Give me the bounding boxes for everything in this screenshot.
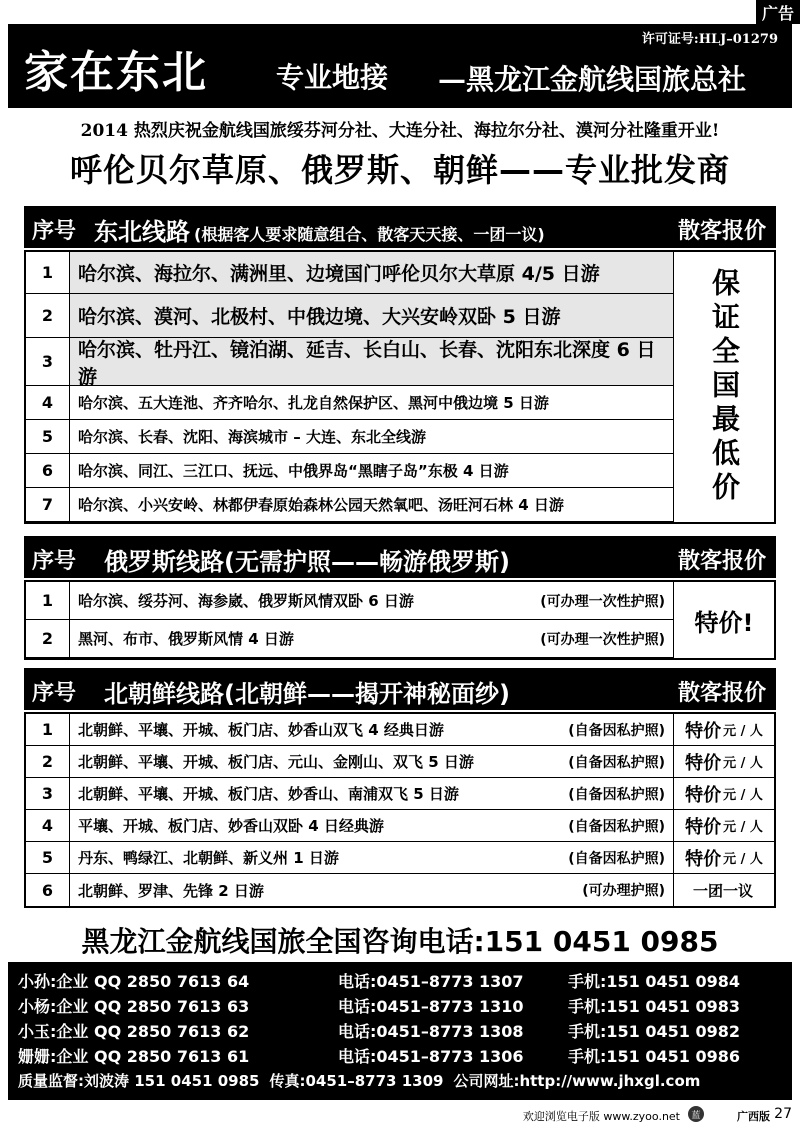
table-row [26,488,774,522]
row-number: 6 [26,874,70,906]
row-number: 6 [26,454,70,487]
route-name: 哈尔滨、小兴安岭、林都伊春原始森林公园天然氧吧、汤旺河石林 4 日游 [70,488,674,521]
table-row [26,746,774,778]
row-number: 3 [26,778,70,809]
table-row [26,294,774,338]
no-column-label: 序号 [32,681,77,706]
contact-mobile: 手机:151 0451 0983 [568,997,741,1016]
contact-phone: 电话:0451–8773 1310 [338,997,524,1016]
row-number: 1 [26,252,70,293]
northeast-price-cell [674,252,774,522]
price-cell: 一团一议 [692,881,753,900]
table-row [26,420,774,454]
row-number: 7 [26,488,70,521]
korea-section-header [24,668,776,710]
no-column-label: 序号 [32,549,77,574]
headline: 呼伦贝尔草原、俄罗斯、朝鲜——专业批发商 [69,151,730,189]
price-cell: 特价 元 / 人 [685,720,763,742]
route-name: 丹东、鸭绿江、北朝鲜、新义州 1 日游 (自备因私护照) [70,842,674,873]
contact-mobile: 手机:151 0451 0984 [568,972,741,991]
publisher-logo-icon: 蓝 [688,1106,704,1122]
passport-note: (自备因私护照) [568,786,665,803]
contact-phone: 电话:0451–8773 1307 [338,972,524,991]
table-row [26,386,774,420]
footer-info [8,1068,792,1093]
row-number: 2 [26,620,70,657]
price-cell: 特价 元 / 人 [685,752,763,774]
contact-qq: 小孙:企业 QQ 2850 7613 64 [18,972,250,991]
price-column-label: 散客报价 [677,219,766,244]
korea-routes-table [24,712,776,908]
price-column-label: 散客报价 [677,681,766,706]
route-name: 平壤、开城、板门店、妙香山双卧 4 日经典游 (自备因私护照) [70,810,674,841]
contact-phone: 电话:0451–8773 1306 [338,1047,524,1066]
section-title: 俄罗斯线路(无需护照——畅游俄罗斯) [104,548,510,576]
special-price: 特价! [694,608,754,637]
russia-routes-table [24,580,776,660]
edition-label: 广西版 [737,1110,770,1123]
row-number: 4 [26,810,70,841]
route-name: 黑河、布市、俄罗斯风情 4 日游 (可办理一次性护照) [70,620,674,657]
site-note: 欢迎浏览电子版 www.zyoo.net [522,1110,680,1123]
contact-qq: 小杨:企业 QQ 2850 7613 63 [18,997,250,1016]
row-number: 3 [26,338,70,385]
table-row [26,778,774,810]
route-name: 北朝鲜、平壤、开城、板门店、妙香山双飞 4 经典日游 (自备因私护照) [70,714,674,745]
contact-qq: 姗姗:企业 QQ 2850 7613 61 [18,1047,250,1066]
route-name: 哈尔滨、同江、三江口、抚远、中俄界岛“黑瞎子岛”东极 4 日游 [70,454,674,487]
passport-note: (可办理一次性护照) [540,593,665,610]
price-cell: 特价 元 / 人 [685,848,763,870]
price-cell: 特价 元 / 人 [685,784,763,806]
price-cell: 特价 元 / 人 [685,816,763,838]
row-number: 2 [26,746,70,777]
route-name: 北朝鲜、平壤、开城、板门店、元山、金刚山、双飞 5 日游 (自备因私护照) [70,746,674,777]
contact-row [8,1043,792,1068]
route-name: 哈尔滨、海拉尔、满洲里、边境国门呼伦贝尔大草原 4/5 日游 [70,252,674,293]
row-number: 5 [26,420,70,453]
passport-note: (自备因私护照) [568,754,665,771]
company-name: —黑龙江金航线国旅总社 [438,63,747,96]
contact-row [8,968,792,993]
russia-section-header [24,536,776,578]
contact-panel [8,962,792,1100]
brand-subtitle: 专业地接 [276,61,389,94]
price-column-label: 散客报价 [677,549,766,574]
route-name: 哈尔滨、长春、沈阳、海滨城市 – 大连、东北全线游 [70,420,674,453]
row-number: 1 [26,582,70,619]
russia-price-cell [674,582,774,658]
lowest-price-guarantee: 保证全国最低价 [708,268,741,506]
passport-note: (自备因私护照) [568,818,665,835]
route-name: 北朝鲜、罗津、先锋 2 日游 (可办理护照) [70,874,674,906]
website-link[interactable]: 公司网址:http://www.jhxgl.com [453,1072,701,1090]
passport-note: (可办理护照) [582,883,665,899]
row-number: 5 [26,842,70,873]
northeast-section-header [24,206,776,248]
row-number: 2 [26,294,70,337]
table-row [26,620,774,658]
section-title: 北朝鲜线路(北朝鲜——揭开神秘面纱) [104,680,510,708]
celebration-notice: 2014 热烈庆祝金航线国旅绥芬河分社、大连分社、海拉尔分社、漠河分社隆重开业! [80,121,720,141]
route-name: 哈尔滨、牡丹江、镜泊湖、延吉、长白山、长春、沈阳东北深度 6 日游 [70,338,674,385]
northeast-routes-table [24,250,776,524]
table-row [26,582,774,620]
table-row [26,338,774,386]
route-name: 哈尔滨、绥芬河、海参崴、俄罗斯风情双卧 6 日游 (可办理一次性护照) [70,582,674,619]
route-name: 哈尔滨、五大连池、齐齐哈尔、扎龙自然保护区、黑河中俄边境 5 日游 [70,386,674,419]
table-row [26,454,774,488]
row-number: 4 [26,386,70,419]
license-number: 许可证号:HLJ–01279 [641,32,778,47]
no-column-label: 序号 [32,219,77,244]
page-number: 27 [774,1106,792,1122]
contact-phone: 电话:0451–8773 1308 [338,1022,524,1041]
contact-qq: 小玉:企业 QQ 2850 7613 62 [18,1022,250,1041]
table-row [26,252,774,294]
contact-row [8,1018,792,1043]
brand-title: 家在东北 [24,47,208,98]
page-footer [0,1104,800,1126]
table-row [26,842,774,874]
row-number: 1 [26,714,70,745]
section-title: 东北线路 (根据客人要求随意组合、散客天天接、一团一议) [94,218,545,246]
table-row [26,810,774,842]
route-name: 哈尔滨、漠河、北极村、中俄边境、大兴安岭双卧 5 日游 [70,294,674,337]
contact-mobile: 手机:151 0451 0982 [568,1022,741,1041]
section-note: (根据客人要求随意组合、散客天天接、一团一议) [194,225,545,244]
route-name: 北朝鲜、平壤、开城、板门店、妙香山、南浦双飞 5 日游 (自备因私护照) [70,778,674,809]
header-banner [8,24,792,108]
passport-note: (自备因私护照) [568,850,665,867]
passport-note: (自备因私护照) [568,722,665,739]
fax-number: 传真:0451–8773 1309 [269,1072,444,1090]
passport-note: (可办理一次性护照) [540,631,665,648]
table-row [26,714,774,746]
hotline: 黑龙江金航线国旅全国咨询电话:151 0451 0985 [81,925,719,958]
contact-mobile: 手机:151 0451 0986 [568,1047,741,1066]
contact-row [8,993,792,1018]
table-row [26,874,774,906]
quality-supervisor: 质量监督:刘波涛 151 0451 0985 [18,1072,260,1090]
ad-tag: 广告 [756,0,800,24]
